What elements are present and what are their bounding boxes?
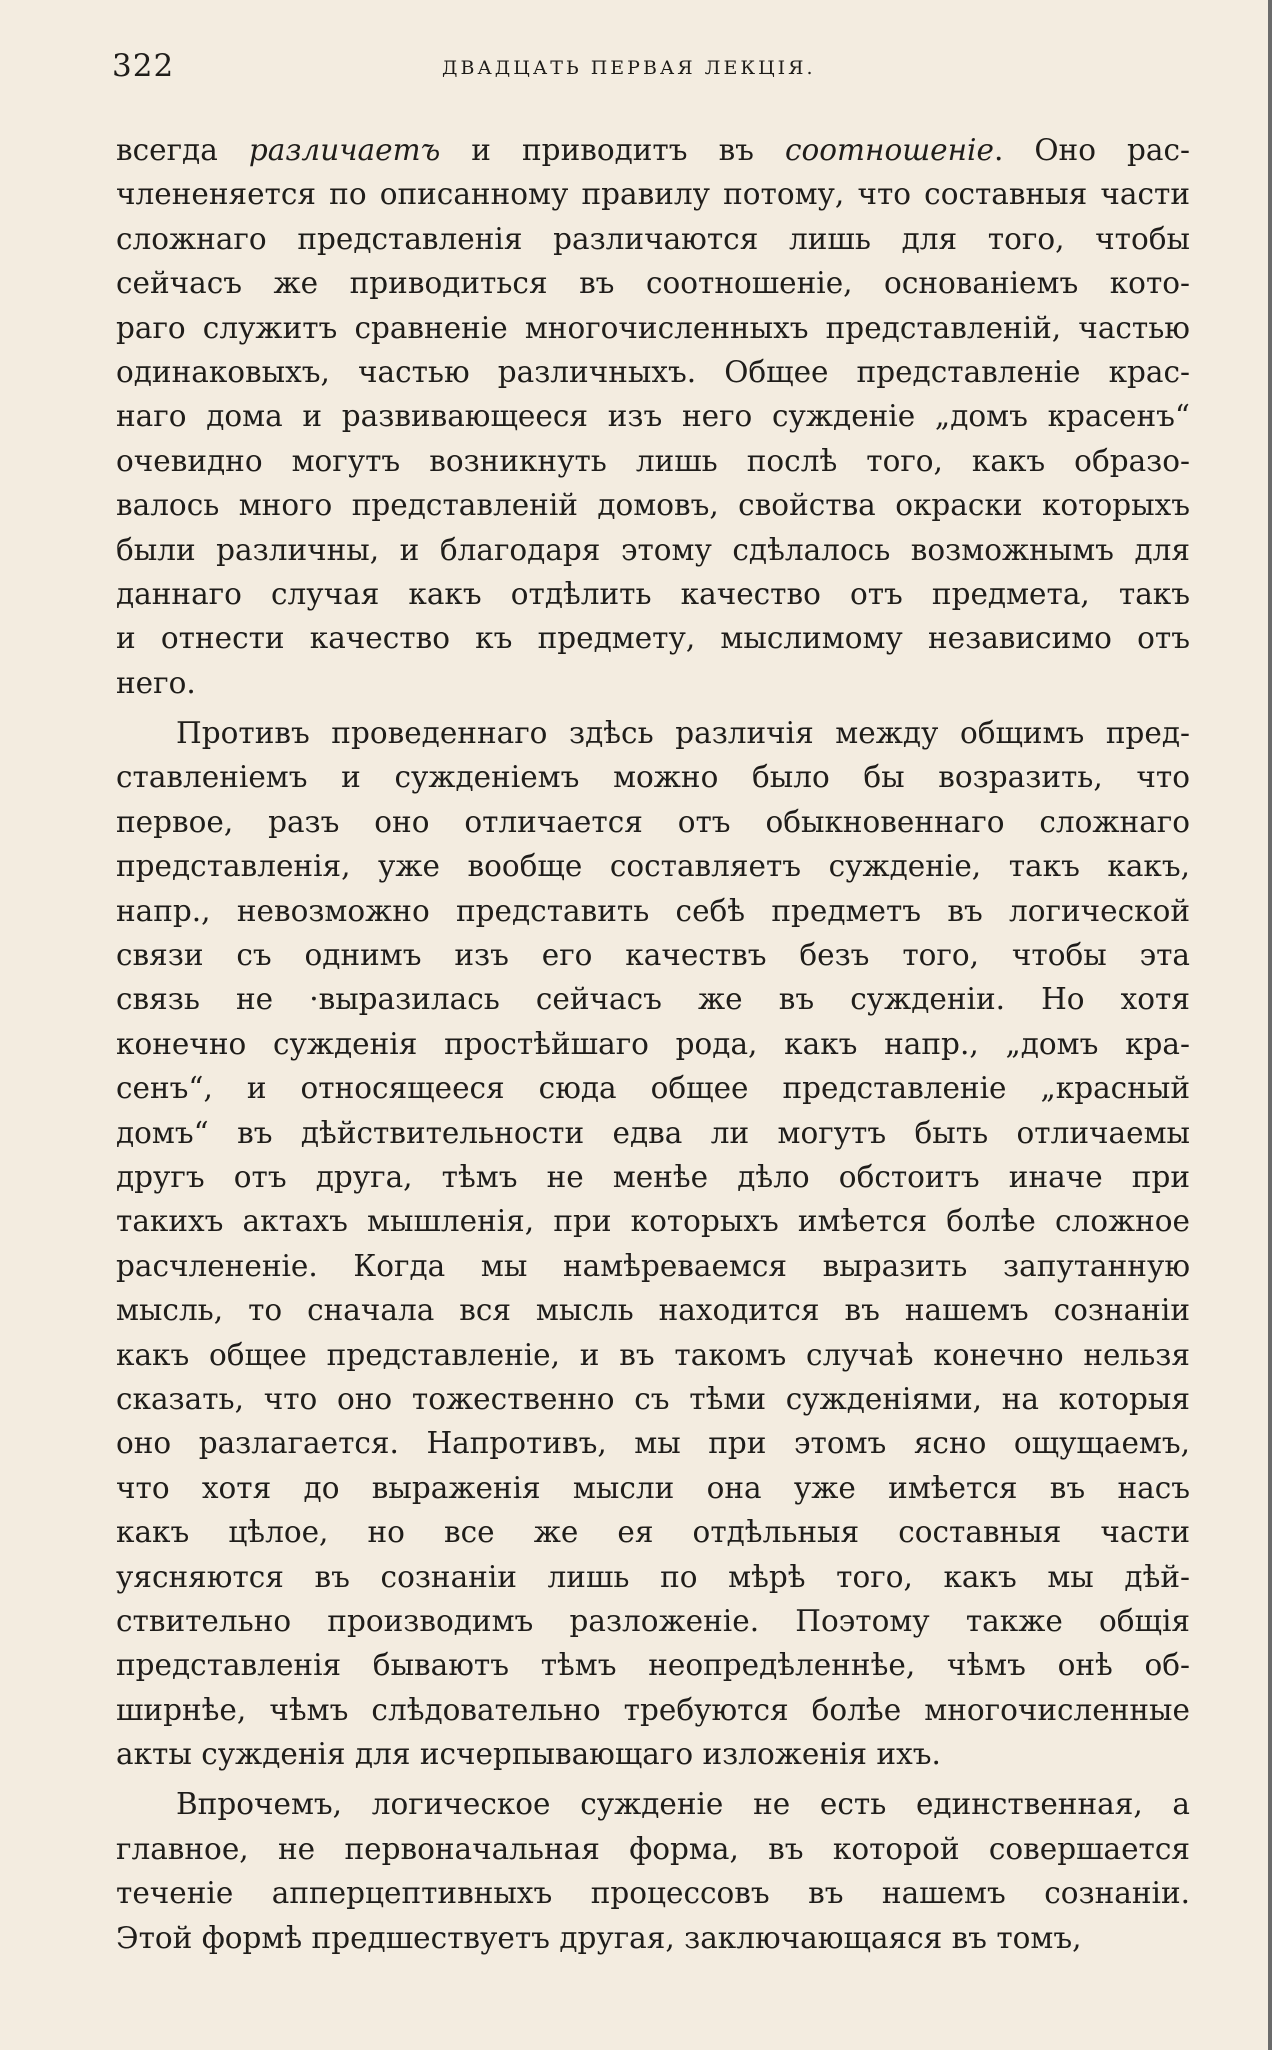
text-line: оно разлагается. Напротивъ, мы при этомъ ясно ощущаемъ, — [116, 1426, 1190, 1461]
text-line: напр., невозможно представить себѣ предметъ въ логической — [116, 893, 1190, 928]
text-line: ствительно производимъ разложеніе. Поэтому также общія — [116, 1603, 1190, 1638]
text-line: мысль, то сначала вся мысль находится въ нашемъ сознаніи — [116, 1293, 1190, 1328]
text-line: конечно сужденія простѣйшаго рода, какъ напр., „домъ кра- — [116, 1026, 1190, 1061]
text-line: что хотя до выраженія мысли она уже имѣется въ насъ — [116, 1470, 1190, 1505]
text-line: него. — [116, 665, 196, 700]
text-line: связи съ однимъ изъ его качествъ безъ того, чтобы эта — [116, 938, 1190, 973]
text-line: сенъ“, и относящееся сюда общее представленіе „красный — [116, 1071, 1190, 1106]
text-line: валось много представленій домовъ, свойства окраски которыхъ — [116, 488, 1190, 523]
text-line: расчлененіе. Когда мы намѣреваемся выразить запутанную — [116, 1248, 1190, 1283]
page-number: 322 — [112, 48, 175, 84]
text-line: ширнѣе, чѣмъ слѣдовательно требуются болѣе многочисленные — [116, 1692, 1190, 1727]
running-title: ДВАДЦАТЬ ПЕРВАЯ ЛЕКЦІЯ. — [442, 57, 816, 79]
body-text — [116, 128, 1190, 1960]
text-line: даннаго случая какъ отдѣлить качество отъ предмета, такъ — [116, 576, 1190, 611]
page-header — [112, 48, 1192, 88]
text-line: Впрочемъ, логическое сужденіе не есть единственная, а — [176, 1787, 1190, 1822]
text-line: Этой формѣ предшествуетъ другая, заключающаяся въ томъ, — [116, 1920, 1082, 1955]
text-segment: . Оно рас- — [993, 133, 1190, 167]
text-line: наго дома и развивающееся изъ него сужденіе „домъ красенъ“ — [116, 399, 1190, 434]
text-line: члененяется по описанному правилу потому, что составныя части — [116, 177, 1190, 212]
text-line: домъ“ въ дѣйствительности едва ли могутъ быть отличаемы — [116, 1115, 1190, 1150]
text-line: сложнаго представленія различаются лишь для того, чтобы — [116, 221, 1190, 256]
text-line: связь не ·выразилась сейчасъ же въ сужденіи. Но хотя — [116, 982, 1190, 1017]
text-line: одинаковыхъ, частью различныхъ. Общее представленіе крас- — [116, 354, 1190, 389]
text-line: сейчасъ же приводиться въ соотношеніе, основаніемъ кото- — [116, 266, 1190, 301]
paragraph — [116, 711, 1190, 1776]
italic-term: соотношеніе — [785, 133, 994, 167]
text-line: какъ общее представленіе, и въ такомъ случаѣ конечно нельзя — [116, 1337, 1190, 1372]
text-line: уясняются въ сознаніи лишь по мѣрѣ того, какъ мы дѣй- — [116, 1559, 1190, 1594]
paragraph — [116, 128, 1190, 705]
text-line: такихъ актахъ мышленія, при которыхъ имѣется болѣе сложное — [116, 1204, 1190, 1239]
text-segment: всегда — [116, 133, 249, 167]
text-segment: и приводитъ въ — [440, 133, 785, 167]
text-line: Противъ проведеннаго здѣсь различія между общимъ пред- — [176, 716, 1190, 751]
text-line: другъ отъ друга, тѣмъ не менѣе дѣло обстоитъ иначе при — [116, 1159, 1190, 1194]
text-line: раго служитъ сравненіе многочисленныхъ представленій, частью — [116, 310, 1190, 345]
text-line: сказать, что оно тожественно съ тѣми сужденіями, на которыя — [116, 1381, 1190, 1416]
italic-term: различаетъ — [248, 133, 441, 167]
text-line: представленія бываютъ тѣмъ неопредѣленнѣе, чѣмъ онѣ об- — [116, 1648, 1190, 1683]
text-line — [116, 128, 1190, 172]
text-line: ставленіемъ и сужденіемъ можно было бы возразить, что — [116, 760, 1190, 795]
text-line: какъ цѣлое, но все же ея отдѣльныя составныя части — [116, 1515, 1190, 1550]
text-line: и отнести качество къ предмету, мыслимому независимо отъ — [116, 621, 1190, 656]
text-line: акты сужденія для исчерпывающаго изложенія ихъ. — [116, 1737, 941, 1772]
page-edge-shadow — [1268, 0, 1272, 2050]
text-line: были различны, и благодаря этому сдѣлалось возможнымъ для — [116, 532, 1190, 567]
text-line: главное, не первоначальная форма, въ которой совершается — [116, 1831, 1190, 1866]
text-line: очевидно могутъ возникнуть лишь послѣ того, какъ образо- — [116, 443, 1190, 478]
text-line: первое, разъ оно отличается отъ обыкновеннаго сложнаго — [116, 804, 1190, 839]
paragraph-container — [116, 128, 1190, 1960]
text-line: теченіе апперцептивныхъ процессовъ въ нашемъ сознаніи. — [116, 1876, 1190, 1911]
paragraph — [116, 1782, 1190, 1960]
text-line: представленія, уже вообще составляетъ сужденіе, такъ какъ, — [116, 849, 1190, 884]
